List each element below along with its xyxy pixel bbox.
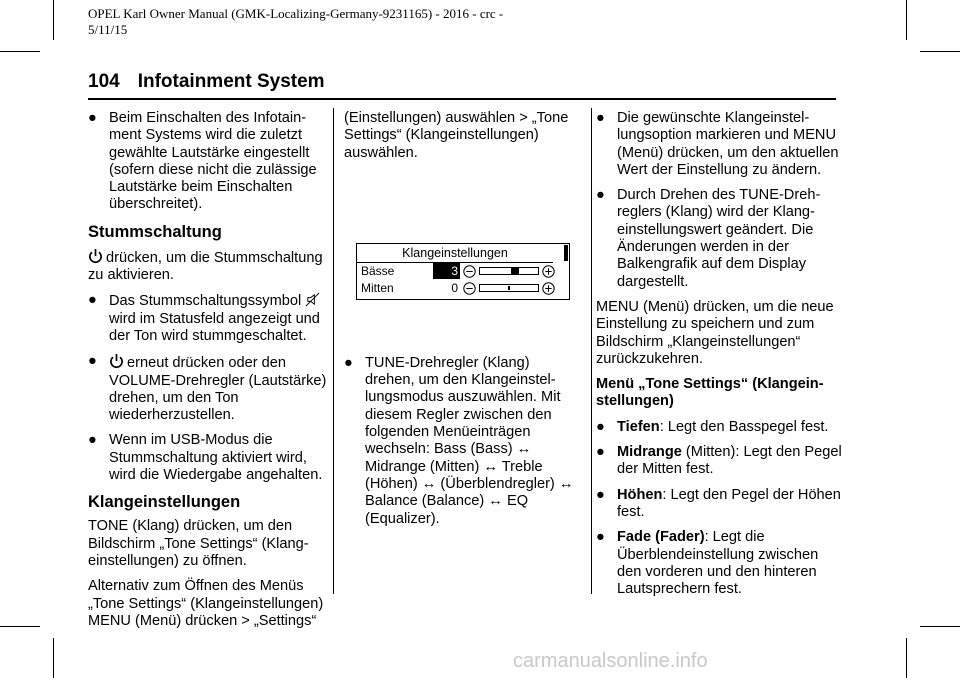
bullet-item — [88, 353, 330, 424]
setting-row-bass — [357, 263, 569, 280]
bullet-text: erneut drücken oder den VOLUME-Drehregler (Lautstärke) drehen, um den Ton wiederherzustellen. — [109, 355, 327, 424]
setting-value: 3 — [433, 263, 460, 279]
crop-mark — [0, 626, 40, 627]
power-icon — [88, 248, 103, 264]
plus-icon — [542, 265, 555, 278]
subheading: Stummschaltung — [88, 222, 222, 241]
meta-line: 5/11/15 — [88, 22, 128, 37]
crop-mark — [920, 51, 960, 52]
column-divider — [591, 108, 592, 594]
bullet-text: Durch Drehen des TUNE-Drehreglers (Klang) wird der Klangeinstellungswert geändert. Die Änderungen werden in der Balkengrafik auf dem Display dargestellt. — [617, 187, 821, 290]
tone-settings-display — [356, 243, 570, 300]
bullet-glyph: ● — [596, 187, 605, 204]
definition-item — [596, 529, 844, 598]
paragraph — [88, 248, 330, 285]
bullet-glyph: ● — [88, 292, 97, 309]
bullet-glyph: ● — [596, 486, 605, 503]
definition-term: Fade (Fader) — [617, 529, 705, 546]
scrollbar-indicator — [564, 245, 568, 261]
column-2 — [344, 110, 582, 536]
definition-text: : Legt den Basspegel fest. — [659, 418, 829, 435]
definition-term: Höhen — [617, 486, 663, 503]
column-1 — [88, 110, 330, 638]
crop-mark — [53, 0, 54, 40]
crop-mark — [906, 638, 907, 678]
definition-text: (Mitten): Legt den Pegel der Mitten fest. — [617, 444, 842, 478]
level-bar — [479, 267, 539, 275]
bullet-item — [88, 292, 330, 345]
definition-term: Tiefen — [617, 418, 660, 435]
level-bar — [479, 284, 539, 292]
display-title: Klangeinstellungen — [402, 246, 508, 260]
bullet-item — [88, 110, 330, 214]
page-heading — [88, 70, 325, 94]
paragraph: MENU (Menü) drücken, um die neue Einstellung zu speichern und zum Bildschirm „Klangeinstellungen“ zurückzukehren. — [596, 298, 834, 367]
bullet-item — [344, 355, 582, 528]
heading-rule — [88, 98, 836, 100]
bullet-glyph: ● — [88, 110, 97, 126]
bullet-glyph: ● — [596, 110, 605, 126]
bullet-glyph: ● — [88, 353, 97, 370]
level-indicator — [511, 268, 519, 274]
definition-text: : Legt die Überblendeinstellung zwischen den vorderen und den hinteren Lautsprechern fest. — [617, 529, 819, 598]
bullet-glyph: ● — [596, 529, 605, 546]
paragraph: TONE (Klang) drücken, um den Bildschirm „Tone Settings“ (Klangeinstellungen) zu öffnen. — [88, 518, 309, 569]
definition-item — [596, 487, 844, 522]
paragraph-text: drücken, um die Stummschaltung zu aktivieren. — [88, 249, 323, 284]
power-icon — [109, 353, 124, 369]
setting-value: 0 — [451, 281, 458, 295]
crop-mark — [53, 638, 54, 678]
bullet-glyph: ● — [596, 418, 605, 435]
subheading: Klangeinstellungen — [88, 493, 241, 512]
bullet-text: Wenn im USB-Modus die Stummschaltung aktiviert wird, wird die Wiedergabe angehalten. — [109, 432, 323, 484]
crop-mark — [920, 626, 960, 627]
crop-mark — [906, 0, 907, 40]
bullet-glyph: ● — [344, 354, 353, 371]
minus-icon — [463, 265, 476, 278]
meta-line: OPEL Karl Owner Manual (GMK-Localizing-Germany-9231165) - 2016 - crc - — [88, 6, 504, 21]
document-meta — [88, 6, 608, 38]
definition-term: Midrange — [617, 444, 682, 461]
plus-icon — [542, 282, 555, 295]
setting-label: Bässe — [361, 264, 395, 278]
setting-label: Mitten — [361, 281, 394, 295]
column-divider — [333, 108, 334, 594]
bullet-text: TUNE-Drehregler (Klang) drehen, um den Klangeinstellungsmodus auszuwählen. Mit diesem Regler zwischen den folgenden Menüeinträgen wechseln: Bass (Bass) ↔ Midrange (Mitten) ↔ Treble (Höhen) ↔ (Überblendregler) ↔ Balance (Balance) ↔ EQ (Equalizer). — [365, 354, 574, 527]
bullet-text: wird im Statusfeld angezeigt und der Ton wird stummgeschaltet. — [109, 310, 320, 344]
setting-row-mid — [357, 280, 569, 297]
page-number: 104 — [88, 71, 120, 92]
crop-mark — [0, 51, 40, 52]
paragraph: Alternativ zum Öffnen des Menüs „Tone Settings“ (Klangeinstellungen) MENU (Menü) drücken > „Settings“ — [88, 578, 324, 629]
bullet-item — [88, 432, 330, 484]
bullet-glyph: ● — [88, 432, 97, 449]
minus-icon — [463, 282, 476, 295]
level-indicator — [508, 286, 510, 290]
definition-item — [596, 419, 844, 436]
definition-text: : Legt den Pegel der Höhen fest. — [617, 486, 841, 520]
bullet-item — [596, 110, 844, 179]
section-title: Infotainment System — [137, 71, 325, 92]
bullet-text: Das Stummschaltungssymbol — [109, 293, 302, 310]
paragraph: (Einstellungen) auswählen > „Tone Settings“ (Klangeinstellungen) auswählen. — [344, 110, 569, 161]
bullet-text: Die gewünschte Klangeinstellungsoption markieren und MENU (Menü) drücken, um den aktuellen Wert der Einstellung zu ändern. — [617, 110, 839, 178]
bullet-item — [596, 187, 844, 291]
column-3 — [596, 110, 844, 606]
menu-heading: Menü „Tone Settings“ (Klangeinstellungen) — [596, 376, 824, 410]
bullet-text: Beim Einschalten des Infotainment Systems wird die zuletzt gewählte Lautstärke eingestellt (sofern diese nicht die zulässige Lautstärke beim Einschalten überschreitet). — [109, 110, 317, 213]
mute-icon — [305, 292, 320, 307]
watermark: carmanualsonline.info — [513, 650, 708, 672]
definition-item — [596, 444, 844, 479]
bullet-glyph: ● — [596, 444, 605, 461]
